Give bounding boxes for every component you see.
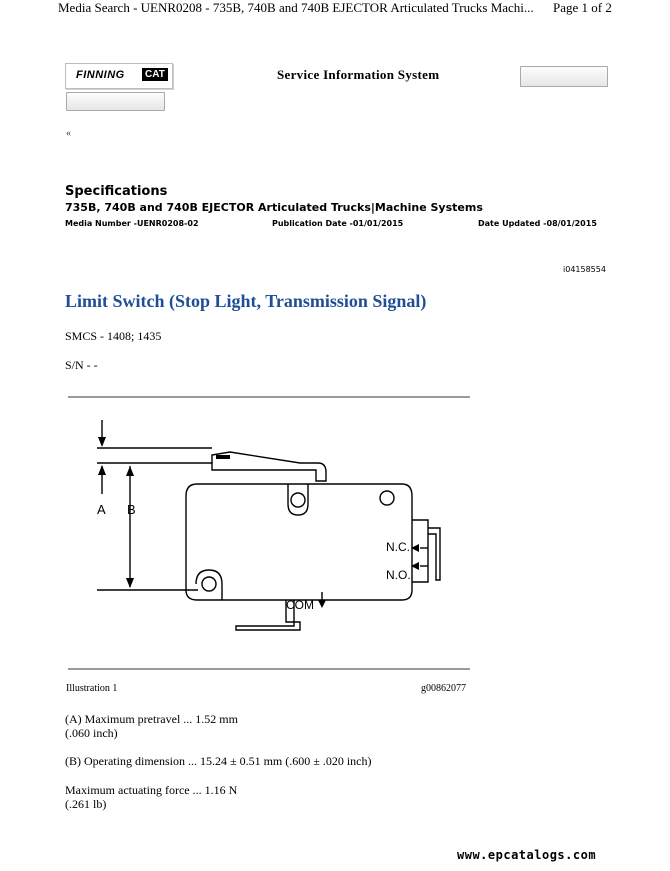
dim-b-arrow-down-icon xyxy=(126,578,134,588)
cat-logo-badge: CAT xyxy=(142,68,168,81)
com-label: COM xyxy=(286,598,314,612)
serial-number: S/N - - xyxy=(65,358,98,372)
terminal-block xyxy=(412,520,428,582)
spec-operating-dimension: (B) Operating dimension ... 15.24 ± 0.51 mm (.600 ± .020 inch) xyxy=(65,754,372,768)
lever-lower-edge xyxy=(212,463,296,470)
com-arrow-icon xyxy=(318,600,326,608)
lever-hinge xyxy=(216,455,230,459)
publication-date: Publication Date -01/01/2015 xyxy=(272,219,404,228)
mount-hole-bottom xyxy=(202,577,216,591)
no-label: N.O. xyxy=(386,568,411,582)
date-updated: Date Updated -08/01/2015 xyxy=(478,219,597,228)
page-indicator: Page 1 of 2 xyxy=(553,0,612,15)
page-title: Limit Switch (Stop Light, Transmission Signal) xyxy=(65,291,427,311)
spec-pretravel xyxy=(65,712,238,740)
dim-b-arrow-up-icon xyxy=(126,466,134,476)
smcs-codes: SMCS - 1408; 1435 xyxy=(65,329,162,343)
spec-pretravel-inch: (.060 inch) xyxy=(65,726,118,740)
mount-boss-bottom xyxy=(196,570,222,600)
spec-force-n: Maximum actuating force ... 1.16 N xyxy=(65,783,238,797)
illustration-graphic-id: g00862077 xyxy=(421,683,466,694)
dim-a-arrow-up-icon xyxy=(98,465,106,475)
nc-label: N.C. xyxy=(386,540,410,554)
dim-label-b: B xyxy=(127,502,136,517)
media-number: Media Number -UENR0208-02 xyxy=(65,219,199,228)
nc-terminal xyxy=(428,528,440,580)
mount-hole-top xyxy=(291,493,305,507)
document-id: i04158554 xyxy=(563,265,606,274)
back-arrow-icon[interactable]: « xyxy=(66,128,71,139)
spec-actuating-force xyxy=(65,783,237,811)
illustration-caption: Illustration 1 xyxy=(66,683,118,694)
spec-pretravel-mm: (A) Maximum pretravel ... 1.52 mm xyxy=(65,712,238,726)
spec-force-lb: (.261 lb) xyxy=(65,797,107,811)
mount-hole-right xyxy=(380,491,394,505)
window-title: Media Search - UENR0208 - 735B, 740B and 740B EJECTOR Articulated Trucks Machi... xyxy=(58,0,534,15)
dim-label-a: A xyxy=(97,502,106,517)
watermark: www.epcatalogs.com xyxy=(457,848,597,862)
divider-bottom xyxy=(68,668,470,670)
section-subheading: 735B, 740B and 740B EJECTOR Articulated Trucks|Machine Systems xyxy=(65,201,483,214)
system-title: Service Information System xyxy=(277,67,440,82)
section-heading: Specifications xyxy=(65,184,168,199)
switch-body xyxy=(186,484,412,600)
finning-logo-text: FINNING xyxy=(76,69,125,81)
dim-a-arrow-down-icon xyxy=(98,437,106,447)
